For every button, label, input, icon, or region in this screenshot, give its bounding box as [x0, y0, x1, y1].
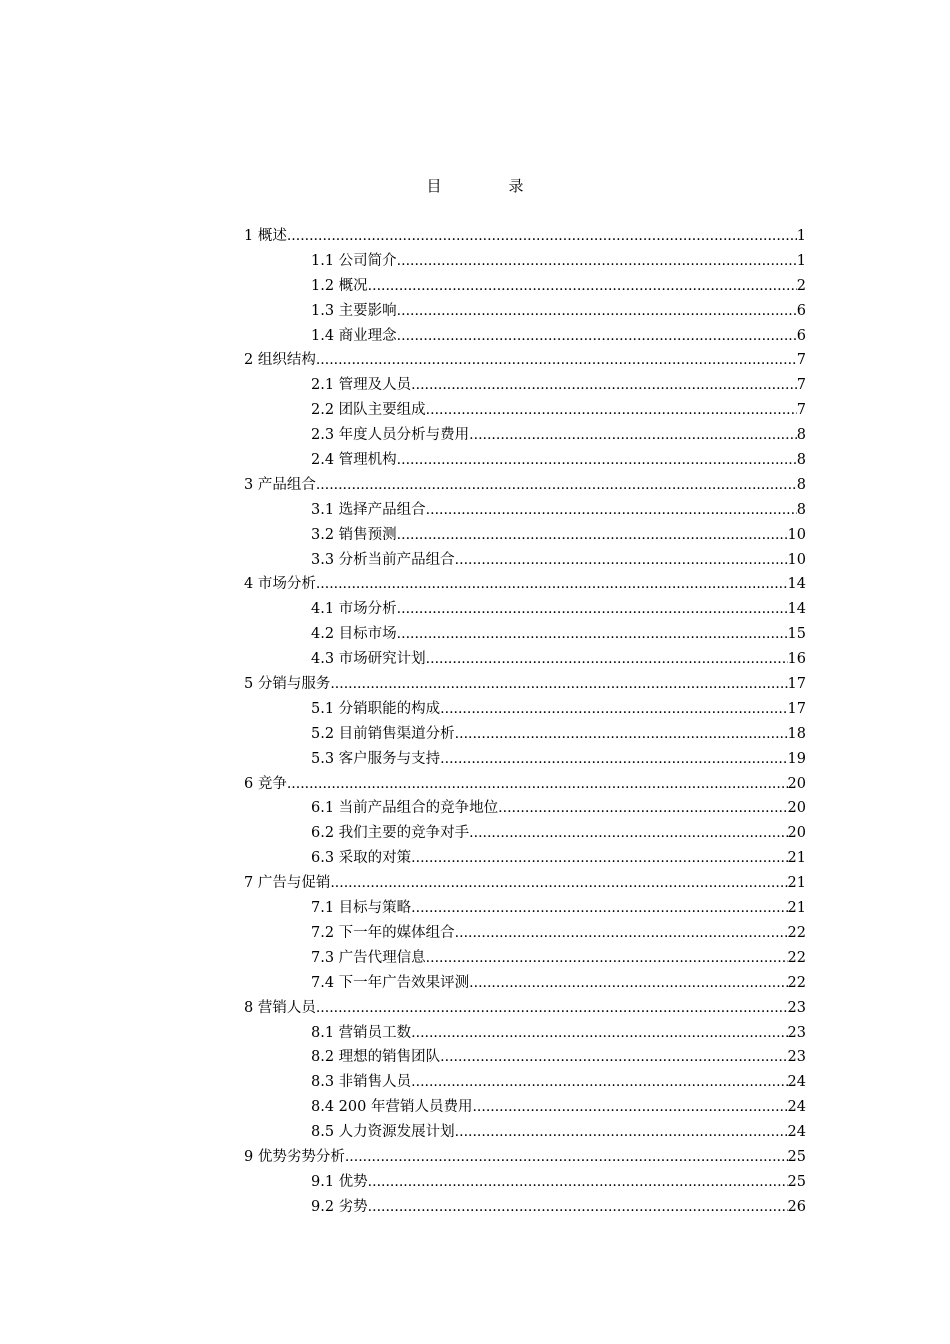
- toc-subsection-entry[interactable]: [244, 648, 806, 673]
- toc-entry-title: 1.3 主要影响: [311, 302, 397, 319]
- toc-subsection-entry[interactable]: [244, 499, 806, 524]
- toc-dot-leader: [440, 698, 787, 720]
- toc-entry-title: 5.3 客户服务与支持: [311, 750, 441, 767]
- toc-subsection-entry[interactable]: [244, 1121, 806, 1146]
- toc-page-number: 24: [787, 1074, 806, 1091]
- toc-subsection-entry[interactable]: [244, 723, 806, 748]
- toc-subsection-entry[interactable]: [244, 847, 806, 872]
- toc-page-number: 10: [787, 551, 806, 568]
- toc-dot-leader: [455, 1121, 788, 1143]
- toc-subsection-entry[interactable]: [244, 598, 806, 623]
- toc-subsection-entry[interactable]: [244, 1046, 806, 1071]
- toc-dot-leader: [345, 1146, 788, 1168]
- toc-entry-title: 4.2 目标市场: [311, 626, 397, 643]
- toc-entry-title: 3.3 分析当前产品组合: [311, 551, 455, 568]
- toc-page-number: 22: [787, 949, 806, 966]
- toc-section-entry[interactable]: [244, 1146, 806, 1171]
- toc-subsection-entry[interactable]: [244, 374, 806, 399]
- toc-subsection-entry[interactable]: [244, 275, 806, 300]
- toc-dot-leader: [440, 1046, 787, 1068]
- toc-subsection-entry[interactable]: [244, 623, 806, 648]
- toc-dot-leader: [397, 524, 788, 546]
- toc-entry-title: 5.1 分销职能的构成: [311, 700, 441, 717]
- toc-subsection-entry[interactable]: [244, 947, 806, 972]
- toc-page-number: 21: [787, 850, 806, 867]
- toc-page-number: 25: [787, 1173, 806, 1190]
- toc-dot-leader: [287, 225, 797, 247]
- toc-page-number: 21: [787, 900, 806, 917]
- toc-dot-leader: [455, 723, 788, 745]
- toc-dot-leader: [411, 1071, 787, 1093]
- toc-entry-title: 7.1 目标与策略: [311, 900, 412, 917]
- toc-dot-leader: [411, 897, 787, 919]
- toc-page-number: 6: [796, 327, 806, 344]
- toc-subsection-entry[interactable]: [244, 325, 806, 350]
- page-title: 目 录: [426, 177, 550, 195]
- toc-page-number: 14: [787, 601, 806, 618]
- toc-subsection-entry[interactable]: [244, 549, 806, 574]
- toc-page-number: 8: [796, 501, 806, 518]
- toc-page-number: 14: [787, 576, 806, 593]
- toc-dot-leader: [397, 300, 797, 322]
- toc-page-number: 8: [796, 476, 806, 493]
- toc-entry-title: 6.3 采取的对策: [311, 850, 412, 867]
- toc-dot-leader: [426, 399, 797, 421]
- toc-entry-title: 1 概述: [244, 228, 287, 244]
- toc-entry-title: 7 广告与促销: [244, 875, 331, 892]
- toc-dot-leader: [469, 822, 787, 844]
- toc-page-number: 26: [787, 1198, 806, 1215]
- toc-dot-leader: [455, 549, 788, 571]
- toc-entry-title: 8.4 200 年营销人员费用: [311, 1099, 473, 1116]
- toc-page-number: 7: [796, 402, 806, 419]
- toc-dot-leader: [330, 673, 787, 695]
- toc-page-number: 24: [787, 1099, 806, 1116]
- toc-subsection-entry[interactable]: [244, 897, 806, 922]
- toc-entry-title: 9 优势劣势分析: [244, 1148, 345, 1165]
- toc-entry-title: 5.2 目前销售渠道分析: [311, 725, 455, 742]
- toc-dot-leader: [411, 847, 787, 869]
- toc-page-number: 20: [787, 825, 806, 842]
- toc-entry-title: 8.5 人力资源发展计划: [311, 1124, 455, 1141]
- toc-entry-title: 6.2 我们主要的竞争对手: [311, 825, 470, 842]
- toc-section-entry[interactable]: [244, 997, 806, 1022]
- toc-page-number: 19: [787, 750, 806, 767]
- toc-entry-title: 3.2 销售预测: [311, 526, 397, 543]
- toc-entry-title: 8.1 营销员工数: [311, 1024, 412, 1041]
- toc-dot-leader: [368, 1196, 788, 1218]
- toc-section-entry[interactable]: [244, 474, 806, 499]
- toc-entry-title: 2 组织结构: [244, 352, 316, 369]
- toc-page-number: 7: [796, 377, 806, 394]
- toc-entry-title: 8.2 理想的销售团队: [311, 1049, 441, 1066]
- toc-subsection-entry[interactable]: [244, 822, 806, 847]
- toc-subsection-entry[interactable]: [244, 1196, 806, 1221]
- toc-entry-title: 3 产品组合: [244, 476, 316, 493]
- toc-entry-title: 2.1 管理及人员: [311, 377, 412, 394]
- toc-subsection-entry[interactable]: [244, 748, 806, 773]
- toc-dot-leader: [368, 275, 797, 297]
- toc-entry-title: 4 市场分析: [244, 576, 316, 593]
- toc-entry-title: 8 营销人员: [244, 999, 316, 1016]
- toc-dot-leader: [469, 972, 787, 994]
- toc-page-number: 23: [787, 1024, 806, 1041]
- toc-page-number: 15: [787, 626, 806, 643]
- toc-page-number: 7: [796, 352, 806, 369]
- toc-entry-title: 6.1 当前产品组合的竞争地位: [311, 800, 499, 817]
- toc-entry-title: 9.2 劣势: [311, 1198, 368, 1215]
- toc-dot-leader: [316, 997, 788, 1019]
- toc-page-number: 1: [796, 228, 806, 244]
- toc-dot-leader: [368, 1171, 788, 1193]
- toc-dot-leader: [426, 648, 788, 670]
- toc-subsection-entry[interactable]: [244, 1071, 806, 1096]
- toc-page-number: 6: [796, 302, 806, 319]
- toc-dot-leader: [498, 797, 787, 819]
- toc-dot-leader: [426, 499, 797, 521]
- toc-subsection-entry[interactable]: [244, 424, 806, 449]
- toc-subsection-entry[interactable]: [244, 449, 806, 474]
- toc-entry-title: 1.4 商业理念: [311, 327, 397, 344]
- toc-page-number: 17: [787, 676, 806, 693]
- toc-subsection-entry[interactable]: [244, 524, 806, 549]
- toc-dot-leader: [397, 250, 797, 272]
- toc-section-entry[interactable]: [244, 349, 806, 374]
- toc-page-number: 2: [796, 277, 806, 294]
- toc-section-entry[interactable]: [244, 773, 806, 798]
- toc-entry-title: 7.2 下一年的媒体组合: [311, 924, 455, 941]
- toc-entry-title: 7.4 下一年广告效果评测: [311, 974, 470, 991]
- toc-entry-title: 7.3 广告代理信息: [311, 949, 426, 966]
- toc-dot-leader: [455, 922, 788, 944]
- toc-page-number: 8: [796, 427, 806, 444]
- toc-subsection-entry[interactable]: [244, 399, 806, 424]
- toc-section-entry[interactable]: [244, 673, 806, 698]
- toc-dot-leader: [287, 773, 788, 795]
- toc-page-number: 21: [787, 875, 806, 892]
- toc-dot-leader: [411, 374, 797, 396]
- toc-page-number: 20: [787, 800, 806, 817]
- toc-dot-leader: [330, 872, 787, 894]
- toc-entry-title: 1.2 概况: [311, 277, 368, 294]
- toc-page-number: 25: [787, 1148, 806, 1165]
- toc-entry-title: 3.1 选择产品组合: [311, 501, 426, 518]
- toc-page-number: 24: [787, 1124, 806, 1141]
- toc-page-number: 20: [787, 775, 806, 792]
- toc-dot-leader: [440, 748, 787, 770]
- toc-dot-leader: [426, 947, 788, 969]
- toc-dot-leader: [397, 598, 788, 620]
- toc-entry-title: 4.3 市场研究计划: [311, 651, 426, 668]
- table-of-contents: [244, 225, 806, 1221]
- toc-page-number: 22: [787, 924, 806, 941]
- toc-subsection-entry[interactable]: [244, 300, 806, 325]
- toc-entry-title: 2.4 管理机构: [311, 452, 397, 469]
- toc-subsection-entry[interactable]: [244, 250, 806, 275]
- toc-entry-title: 6 竞争: [244, 775, 287, 792]
- toc-entry-title: 4.1 市场分析: [311, 601, 397, 618]
- toc-page-number: 16: [787, 651, 806, 668]
- toc-section-entry[interactable]: [244, 872, 806, 897]
- toc-page-number: 18: [787, 725, 806, 742]
- toc-page-number: 1: [796, 252, 806, 269]
- toc-section-entry[interactable]: [244, 573, 806, 598]
- toc-page-number: 23: [787, 1049, 806, 1066]
- toc-dot-leader: [472, 1096, 787, 1118]
- toc-entry-title: 1.1 公司简介: [311, 252, 397, 269]
- toc-subsection-entry[interactable]: [244, 1096, 806, 1121]
- toc-subsection-entry[interactable]: [244, 1171, 806, 1196]
- toc-subsection-entry[interactable]: [244, 972, 806, 997]
- toc-entry-title: 8.3 非销售人员: [311, 1074, 412, 1091]
- toc-dot-leader: [397, 449, 797, 471]
- toc-dot-leader: [316, 573, 788, 595]
- toc-subsection-entry[interactable]: [244, 698, 806, 723]
- toc-page-number: 17: [787, 700, 806, 717]
- toc-subsection-entry[interactable]: [244, 922, 806, 947]
- toc-entry-title: 2.2 团队主要组成: [311, 402, 426, 419]
- toc-dot-leader: [397, 623, 788, 645]
- toc-page-number: 8: [796, 452, 806, 469]
- toc-page-number: 22: [787, 974, 806, 991]
- toc-dot-leader: [469, 424, 797, 446]
- toc-dot-leader: [316, 474, 797, 496]
- toc-entry-title: 2.3 年度人员分析与费用: [311, 427, 470, 444]
- toc-subsection-entry[interactable]: [244, 1022, 806, 1047]
- toc-subsection-entry[interactable]: [244, 797, 806, 822]
- toc-dot-leader: [316, 349, 797, 371]
- toc-page-number: 10: [787, 526, 806, 543]
- toc-dot-leader: [411, 1022, 787, 1044]
- toc-entry-title: 9.1 优势: [311, 1173, 368, 1190]
- toc-entry-title: 5 分销与服务: [244, 676, 331, 693]
- toc-section-entry[interactable]: [244, 225, 806, 250]
- toc-page-number: 23: [787, 999, 806, 1016]
- toc-dot-leader: [397, 325, 797, 347]
